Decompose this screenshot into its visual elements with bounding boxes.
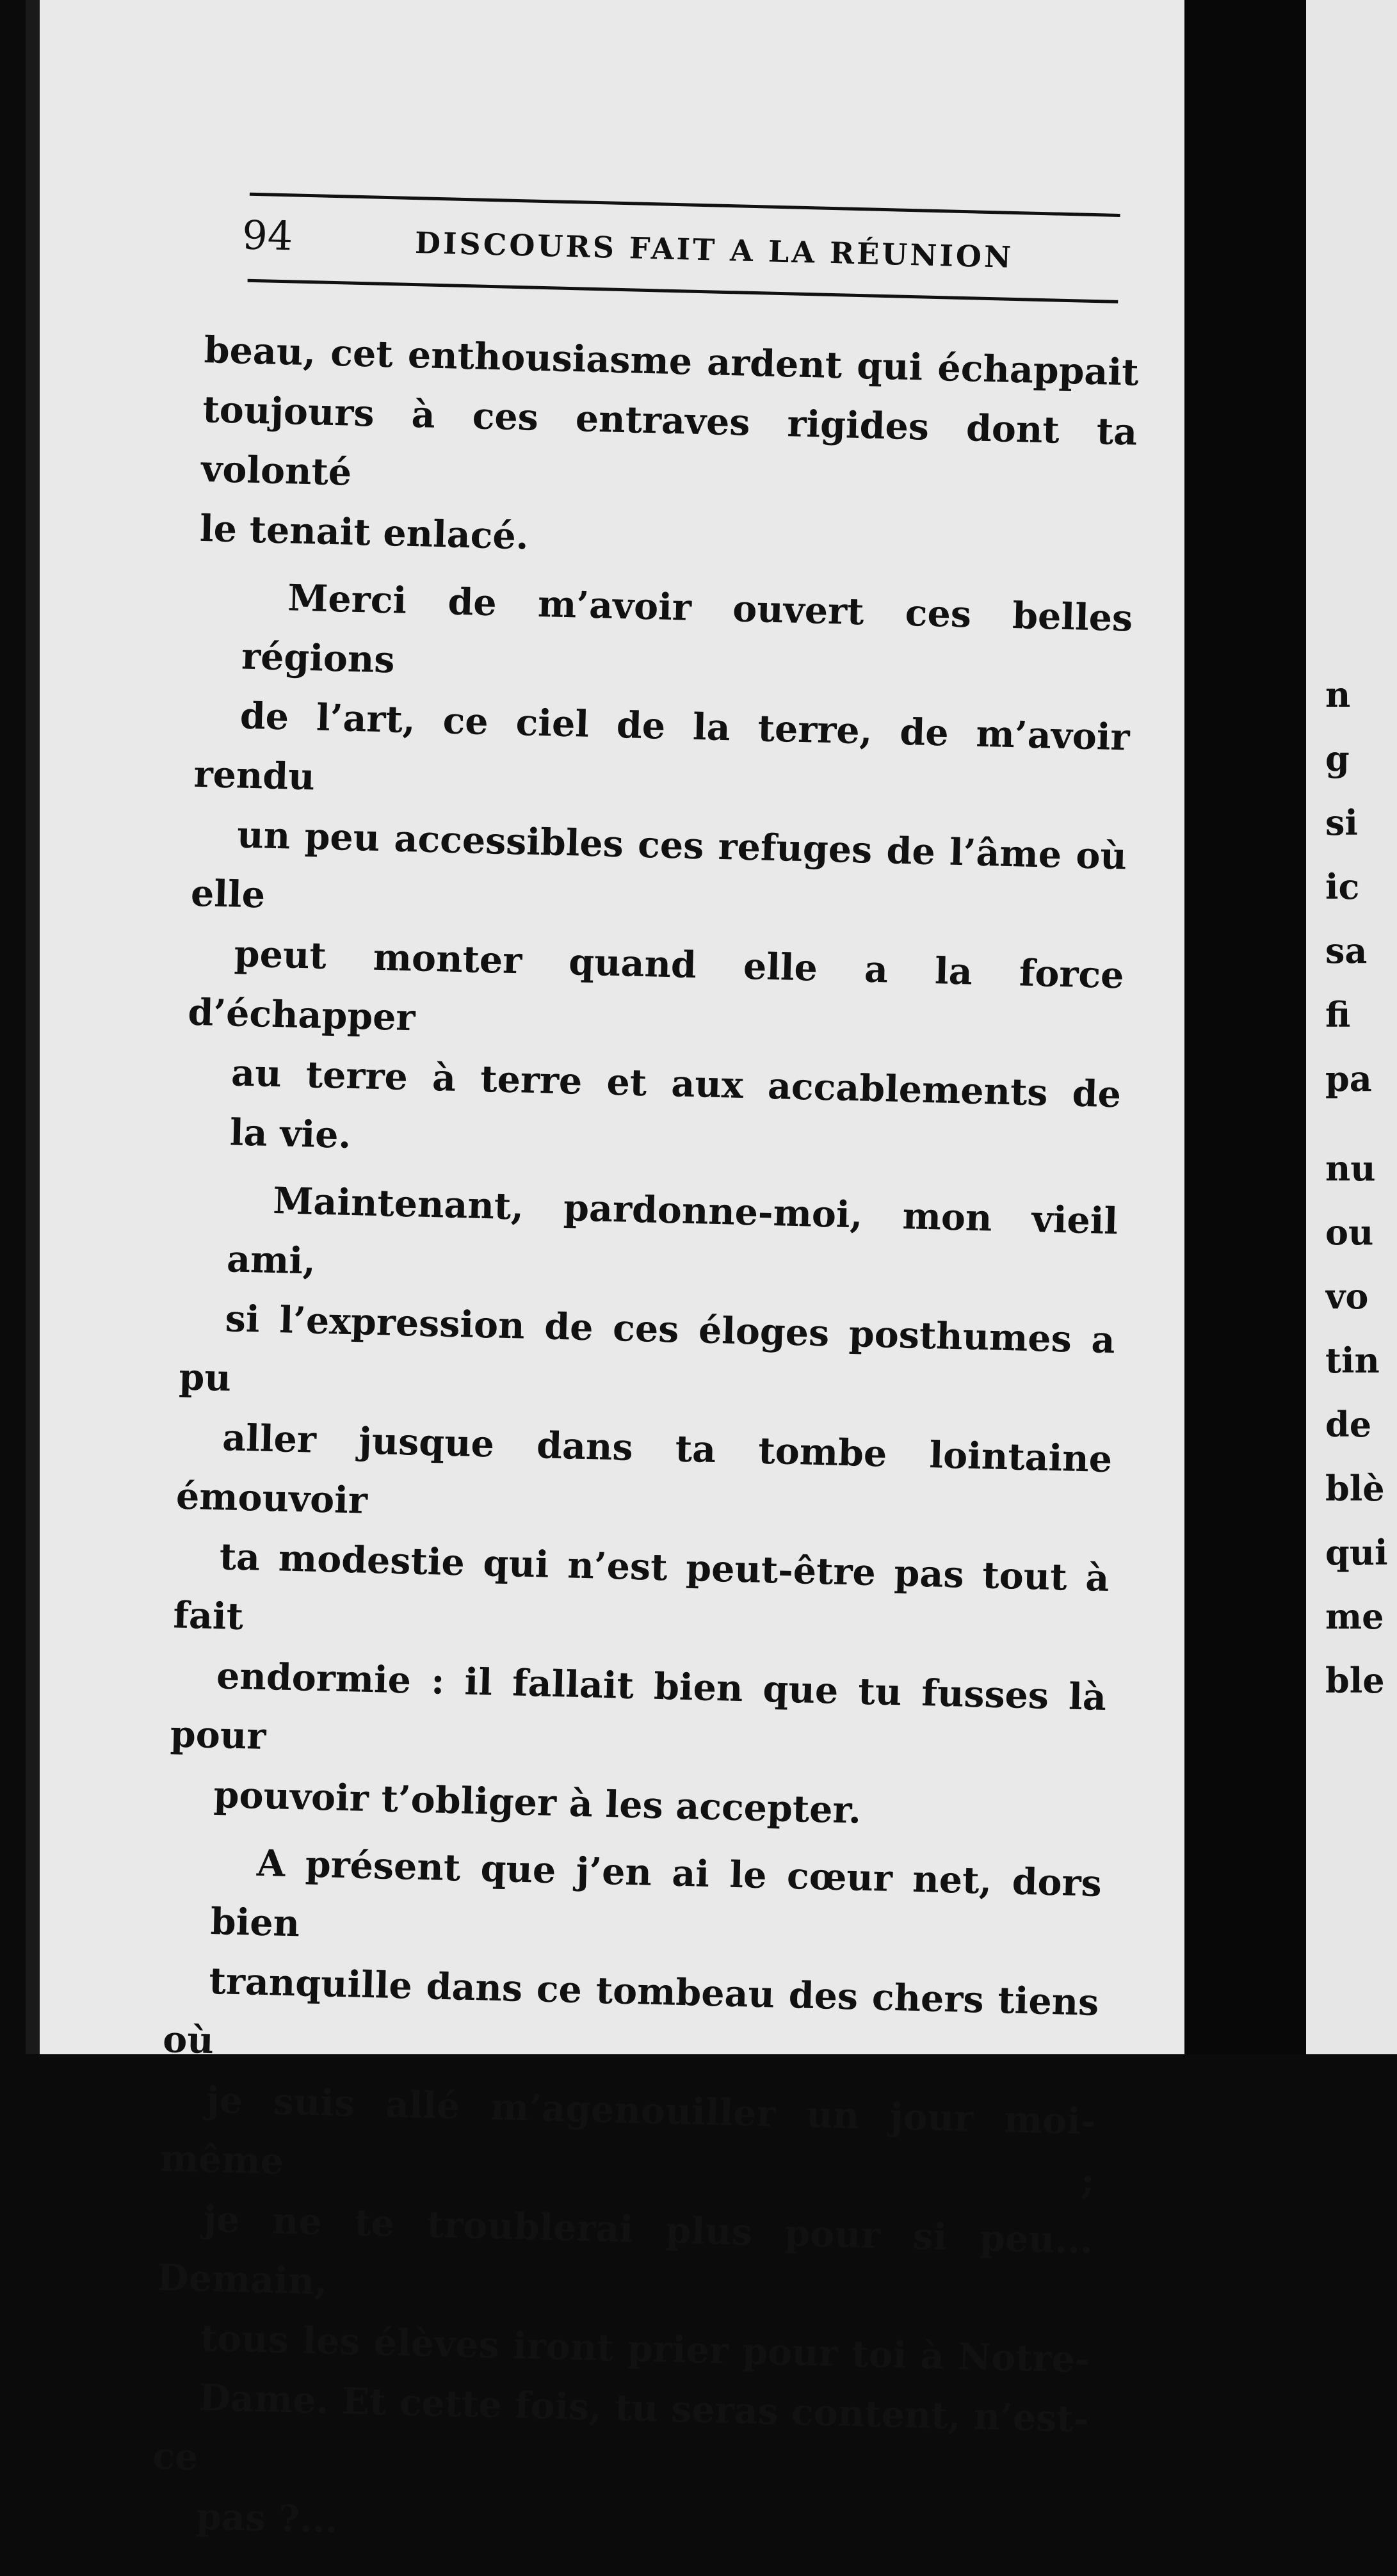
- text-line: endormie : il fallait bien que tu fusses là pour: [170, 1654, 1107, 1758]
- text-line: pas ?...: [195, 2495, 339, 2542]
- text-line: pouvoir t’obliger à les accepter.: [213, 1773, 862, 1832]
- text-line: un peu accessibles ces refuges de l’âme où elle: [190, 813, 1127, 917]
- fragment: fi: [1325, 994, 1351, 1035]
- paragraph: [199, 320, 1140, 581]
- text-line: de l’art, ce ciel de la terre, de m’avoir rendu: [193, 694, 1131, 799]
- body-text: [150, 320, 1140, 2576]
- text-line: la vie.: [229, 1111, 352, 1157]
- fragment: tin: [1325, 1340, 1380, 1381]
- fragment: si: [1325, 802, 1358, 843]
- text-line: Merci de m’avoir ouvert ces belles régions: [241, 576, 1133, 682]
- fragment: ou: [1325, 1212, 1374, 1253]
- paragraph: [150, 1831, 1102, 2568]
- text-line: tous les élèves iront prier pour toi à Notre-: [200, 2316, 1091, 2381]
- facing-page-text: [1325, 663, 1397, 1712]
- text-line: aller jusque dans ta tombe lointaine émouvoir: [175, 1416, 1113, 1522]
- paragraph: [184, 566, 1133, 1184]
- spacer: [1325, 1111, 1397, 1136]
- text-line: tranquille dans ce tombeau des chers tiens où: [162, 1959, 1100, 2063]
- text-line: toujours à ces entraves rigides dont ta volonté: [200, 387, 1138, 494]
- header-bottom-rule: [248, 279, 1118, 303]
- text-line: peut monter quand elle a la force d’échapper: [187, 932, 1125, 1040]
- text-line: au terre à terre et aux accablements de: [230, 1051, 1122, 1116]
- fragment: pa: [1325, 1058, 1372, 1099]
- paragraph: [168, 1169, 1119, 1846]
- fragment: sa: [1325, 930, 1368, 971]
- fragment: nu: [1325, 1148, 1376, 1189]
- fragment: blè: [1325, 1468, 1385, 1509]
- fragment: de: [1325, 1404, 1372, 1445]
- running-head: DISCOURS FAIT A LA RÉUNION: [414, 225, 1014, 275]
- fragment: me: [1325, 1596, 1384, 1637]
- text-line: je suis allé m’agenouiller un jour moi-même ;: [159, 2078, 1097, 2203]
- text-line: Dame. Et cette fois, tu seras content, n’est-ce: [152, 2376, 1090, 2479]
- fragment: n: [1325, 674, 1351, 715]
- text-line: Maintenant, pardonne-moi, mon vieil ami,: [226, 1179, 1118, 1283]
- text-line: si l’expression de ces éloges posthumes a pu: [178, 1297, 1116, 1400]
- text-line: beau, cet enthousiasme ardent qui échappait: [204, 328, 1140, 394]
- fragment: vo: [1325, 1276, 1369, 1317]
- page-header: [227, 192, 1126, 335]
- text-line: A présent que j’en ai le cœur net, dors bien: [210, 1841, 1102, 1945]
- text-line: je ne te troublerai plus pour si peu... Demain,: [156, 2197, 1094, 2303]
- page-number: 94: [241, 211, 294, 260]
- text-line: ta modestie qui n’est peut-être pas tout à fait: [172, 1535, 1110, 1639]
- text-line: le tenait enlacé.: [199, 506, 529, 558]
- fragment: ble: [1325, 1660, 1385, 1701]
- fragment: qui: [1325, 1532, 1388, 1573]
- book-gutter: [1184, 0, 1319, 2054]
- fragment: ic: [1325, 866, 1360, 907]
- fragment: g: [1325, 738, 1350, 779]
